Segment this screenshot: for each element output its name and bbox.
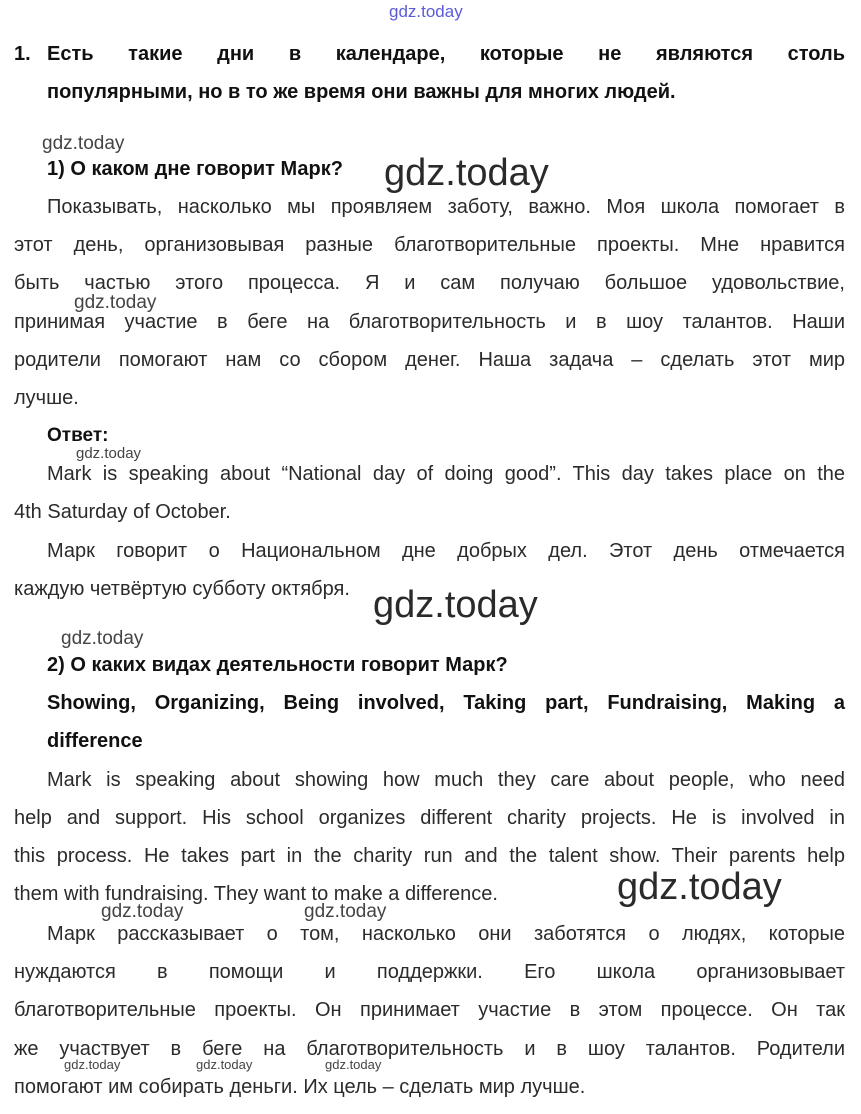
q1-text-line: родители помогают нам со сбором денег. Наша задача – сделать этот мир (14, 349, 845, 371)
watermark-small: gdz.today (76, 445, 142, 462)
answer-ru-line: Марк говорит о Национальном дне добрых дел. Этот день отмечается (47, 540, 845, 562)
question-2-title: 2) О каких видах деятельности говорит Марк? (47, 654, 508, 676)
q2-en-line: them with fundraising. They want to make a difference. (14, 883, 498, 905)
watermark: gdz.today (74, 292, 157, 313)
q2-en-line: this process. He takes part in the charity run and the talent show. Their parents help (14, 845, 845, 867)
watermark-large: gdz.today (373, 584, 538, 626)
watermark-small: gdz.today (64, 1057, 121, 1072)
q1-text-line: этот день, организовывая разные благотворительные проекты. Мне нравится (14, 234, 845, 256)
task-line-2: популярными, но в то же время они важны для многих людей. (47, 81, 676, 103)
answer-ru-line: каждую четвёртую субботу октября. (14, 578, 350, 600)
watermark: gdz.today (61, 628, 144, 649)
q2-ru-line: же участвует в беге на благотворительность и в шоу талантов. Родители (14, 1038, 845, 1060)
watermark: gdz.today (304, 901, 387, 922)
watermark-large: gdz.today (384, 152, 549, 194)
watermark-large: gdz.today (617, 866, 782, 908)
task-number: 1. (14, 43, 31, 65)
question-1-title: 1) О каком дне говорит Марк? (47, 158, 343, 180)
q1-text-line: принимая участие в беге на благотворительность и в шоу талантов. Наши (14, 311, 845, 333)
q2-keywords-line: Showing, Organizing, Being involved, Taking part, Fundraising, Making a (47, 692, 845, 714)
watermark-small: gdz.today (325, 1057, 382, 1072)
watermark-top: gdz.today (389, 2, 463, 21)
q1-text-line: лучше. (14, 387, 79, 409)
watermark: gdz.today (101, 901, 184, 922)
answer-label: Ответ: (47, 425, 109, 446)
q2-en-line: help and support. His school organizes different charity projects. He is involved in (14, 807, 845, 829)
q2-ru-line: благотворительные проекты. Он принимает участие в этом процессе. Он так (14, 999, 845, 1021)
watermark: gdz.today (42, 133, 125, 154)
watermark-small: gdz.today (196, 1057, 253, 1072)
answer-en-line: 4th Saturday of October. (14, 501, 231, 523)
q2-en-line: Mark is speaking about showing how much they care about people, who need (47, 769, 845, 791)
q2-ru-line: помогают им собирать деньги. Их цель – сделать мир лучше. (14, 1076, 586, 1098)
q2-ru-line: Марк рассказывает о том, насколько они заботятся о людях, которые (47, 923, 845, 945)
q1-text-line: Показывать, насколько мы проявляем заботу, важно. Моя школа помогает в (47, 196, 845, 218)
q1-text-line: быть частью этого процесса. Я и сам получаю большое удовольствие, (14, 272, 845, 294)
q2-keywords-line: difference (47, 730, 143, 752)
task-line-1: Есть такие дни в календаре, которые не являются столь (47, 43, 845, 65)
q2-ru-line: нуждаются в помощи и поддержки. Его школа организовывает (14, 961, 845, 983)
answer-en-line: Mark is speaking about “National day of doing good”. This day takes place on the (47, 463, 845, 485)
